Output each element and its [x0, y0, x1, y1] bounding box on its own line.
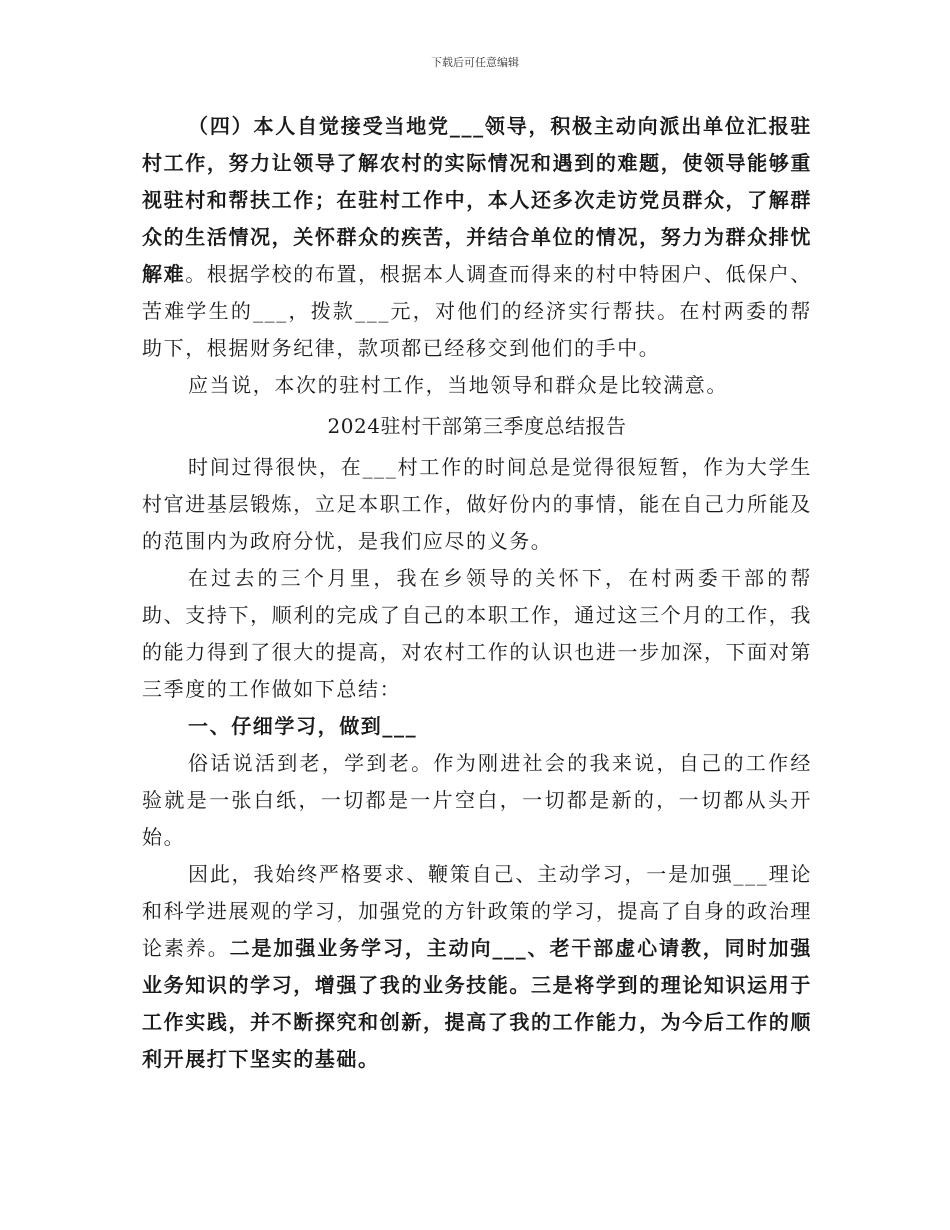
page-header-note: 下载后可任意编辑: [431, 56, 519, 69]
paragraph-proverb: 俗话说活到老，学到老。作为刚进社会的我来说，自己的工作经验就是一张白纸，一切都是一片空白，一切都是新的，一切都从头开始。: [142, 751, 812, 849]
document-body: [142, 108, 812, 1078]
paragraph-study-details: [142, 856, 812, 1078]
paragraph-normal-text: 因此，我始终严格要求、鞭策自己、主动学习，一是加强___理论和科学进展观的学习，加强党的方针政策的学习，提高了自身的政治理论素养。: [142, 862, 812, 960]
paragraph-4th-item: [142, 108, 812, 367]
paragraph-intro: 时间过得很快，在___村工作的时间总是觉得很短暂，作为大学生村官进基层锻炼，立足本职工作，做好份内的事情，能在自己力所能及的范围内为政府分忧，是我们应尽的义务。: [142, 455, 812, 553]
paragraph-bold-text: 二是加强业务学习，主动向___、老干部虚心请教，同时加强业务知识的学习，增强了我的业务技能。三是将学到的理论知识运用于工作实践，并不断探究和创新，提高了我的工作能力，为今后工作的顺利开展打下坚实的基础。: [142, 936, 812, 1071]
paragraph-past-three-months: 在过去的三个月里，我在乡领导的关怀下，在村两委干部的帮助、支持下，顺利的完成了自己的本职工作，通过这三个月的工作，我的能力得到了很大的提高，对农村工作的认识也进一步加深，下面对第三季度的工作做如下总结：: [142, 566, 812, 701]
paragraph-satisfaction: 应当说，本次的驻村工作，当地领导和群众是比较满意。: [188, 373, 728, 397]
document-title: 2024驻村干部第三季度总结报告: [327, 414, 627, 438]
section-heading-study: 一、仔细学习，做到___: [188, 714, 418, 738]
paragraph-normal-text: 。根据学校的布置，根据本人调查而得来的村中特困户、低保户、苦难学生的___，拨款___元，对他们的经济实行帮扶。在村两委的帮助下，根据财务纪律，款项都已经移交到他们的手中。: [142, 262, 812, 360]
paragraph-bold-text: （四）本人自觉接受当地党___领导，积极主动向派出单位汇报驻村工作，努力让领导了解农村的实际情况和遇到的难题，使领导能够重视驻村和帮扶工作；在驻村工作中，本人还多次走访党员群众，了解群众的生活情况，关怀群众的疾苦，并结合单位的情况，努力为群众排忧解难: [142, 114, 812, 286]
